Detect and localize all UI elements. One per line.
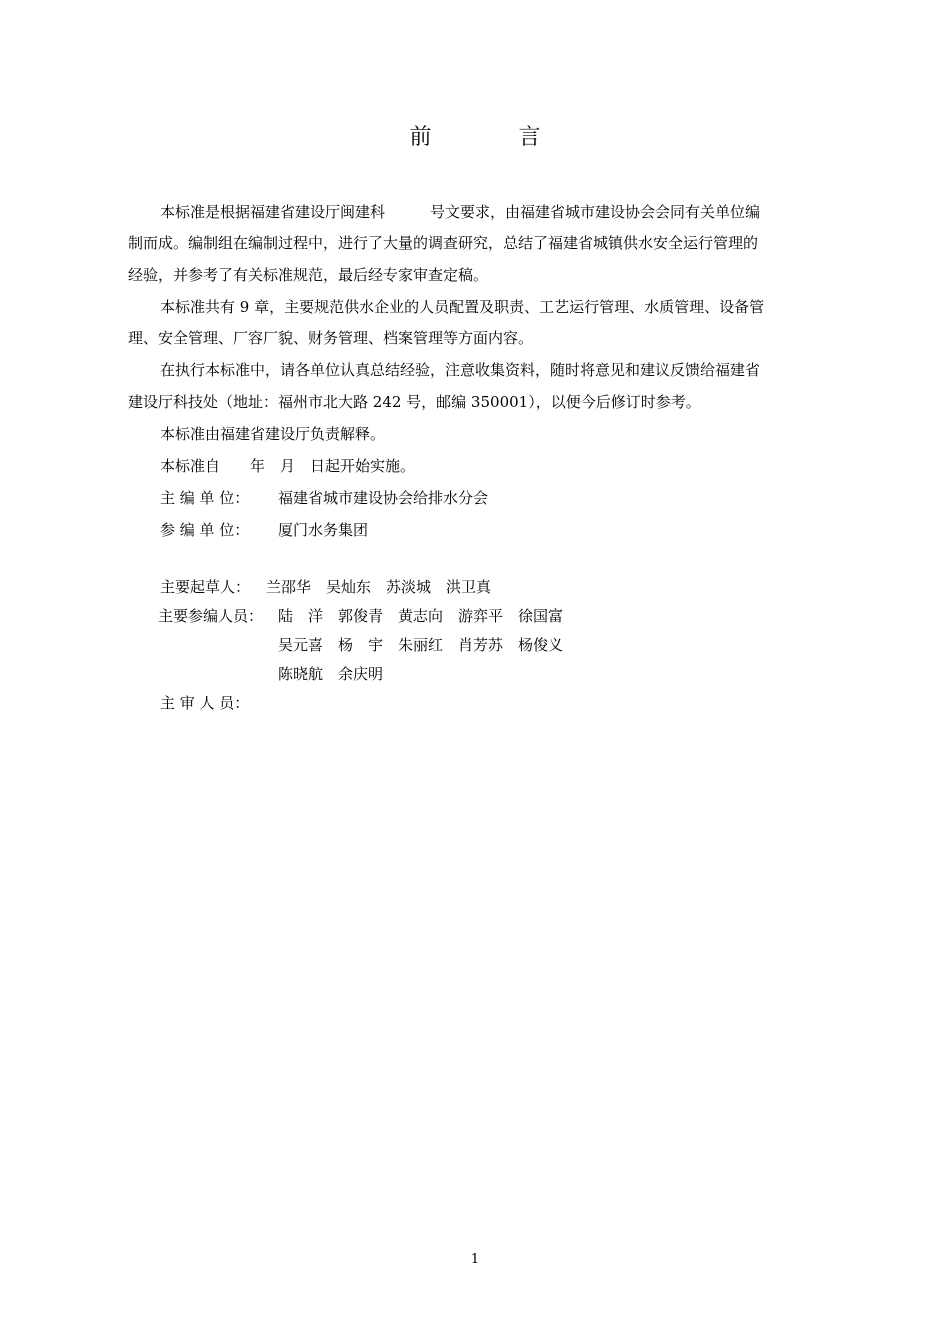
page-number: 1 bbox=[470, 1252, 480, 1267]
drafters-names: 兰邵华 吴灿东 苏淡城 洪卫真 bbox=[266, 578, 492, 596]
participants-row-2: 吴元喜 杨 宇 朱丽红 肖芳苏 杨俊义 bbox=[278, 636, 564, 654]
paragraph-1-line-1: 本标准是根据福建省建设厅闽建科 号文要求，由福建省城市建设协会会同有关单位编 bbox=[160, 203, 761, 221]
paragraph-1-line-3: 经验，并参考了有关标准规范，最后经专家审查定稿。 bbox=[128, 266, 489, 284]
paragraph-2-line-1: 本标准共有 9 章，主要规范供水企业的人员配置及职责、工艺运行管理、水质管理、设备管 bbox=[160, 298, 765, 316]
participants-row-3: 陈晓航 余庆明 bbox=[278, 665, 384, 683]
paragraph-4: 本标准由福建省建设厅负责解释。 bbox=[160, 425, 386, 443]
participants-label: 主要参编人员： bbox=[158, 607, 264, 625]
paragraph-1-line-2: 制而成。编制组在编制过程中，进行了大量的调查研究，总结了福建省城镇供水安全运行管理的 bbox=[128, 234, 759, 252]
participant-unit-label: 参 编 单 位： bbox=[160, 521, 250, 539]
paragraph-3-line-1: 在执行本标准中，请各单位认真总结经验，注意收集资料，随时将意见和建议反馈给福建省 bbox=[160, 361, 761, 379]
paragraph-3-line-2: 建设厅科技处（地址：福州市北大路 242 号，邮编 350001），以便今后修订时参考。 bbox=[128, 393, 701, 411]
chief-unit-label: 主 编 单 位： bbox=[160, 489, 250, 507]
reviewers-label: 主 审 人 员： bbox=[160, 694, 250, 712]
participant-unit-value: 厦门水务集团 bbox=[278, 521, 369, 539]
chief-unit-value: 福建省城市建设协会给排水分会 bbox=[278, 489, 489, 507]
page-title: 前 言 bbox=[409, 125, 581, 150]
paragraph-5: 本标准自 年 月 日起开始实施。 bbox=[160, 457, 416, 475]
drafters-label: 主要起草人： bbox=[160, 578, 251, 596]
participants-row-1: 陆 洋 郭俊青 黄志向 游弈平 徐国富 bbox=[278, 607, 564, 625]
paragraph-2-line-2: 理、安全管理、厂容厂貌、财务管理、档案管理等方面内容。 bbox=[128, 329, 534, 347]
